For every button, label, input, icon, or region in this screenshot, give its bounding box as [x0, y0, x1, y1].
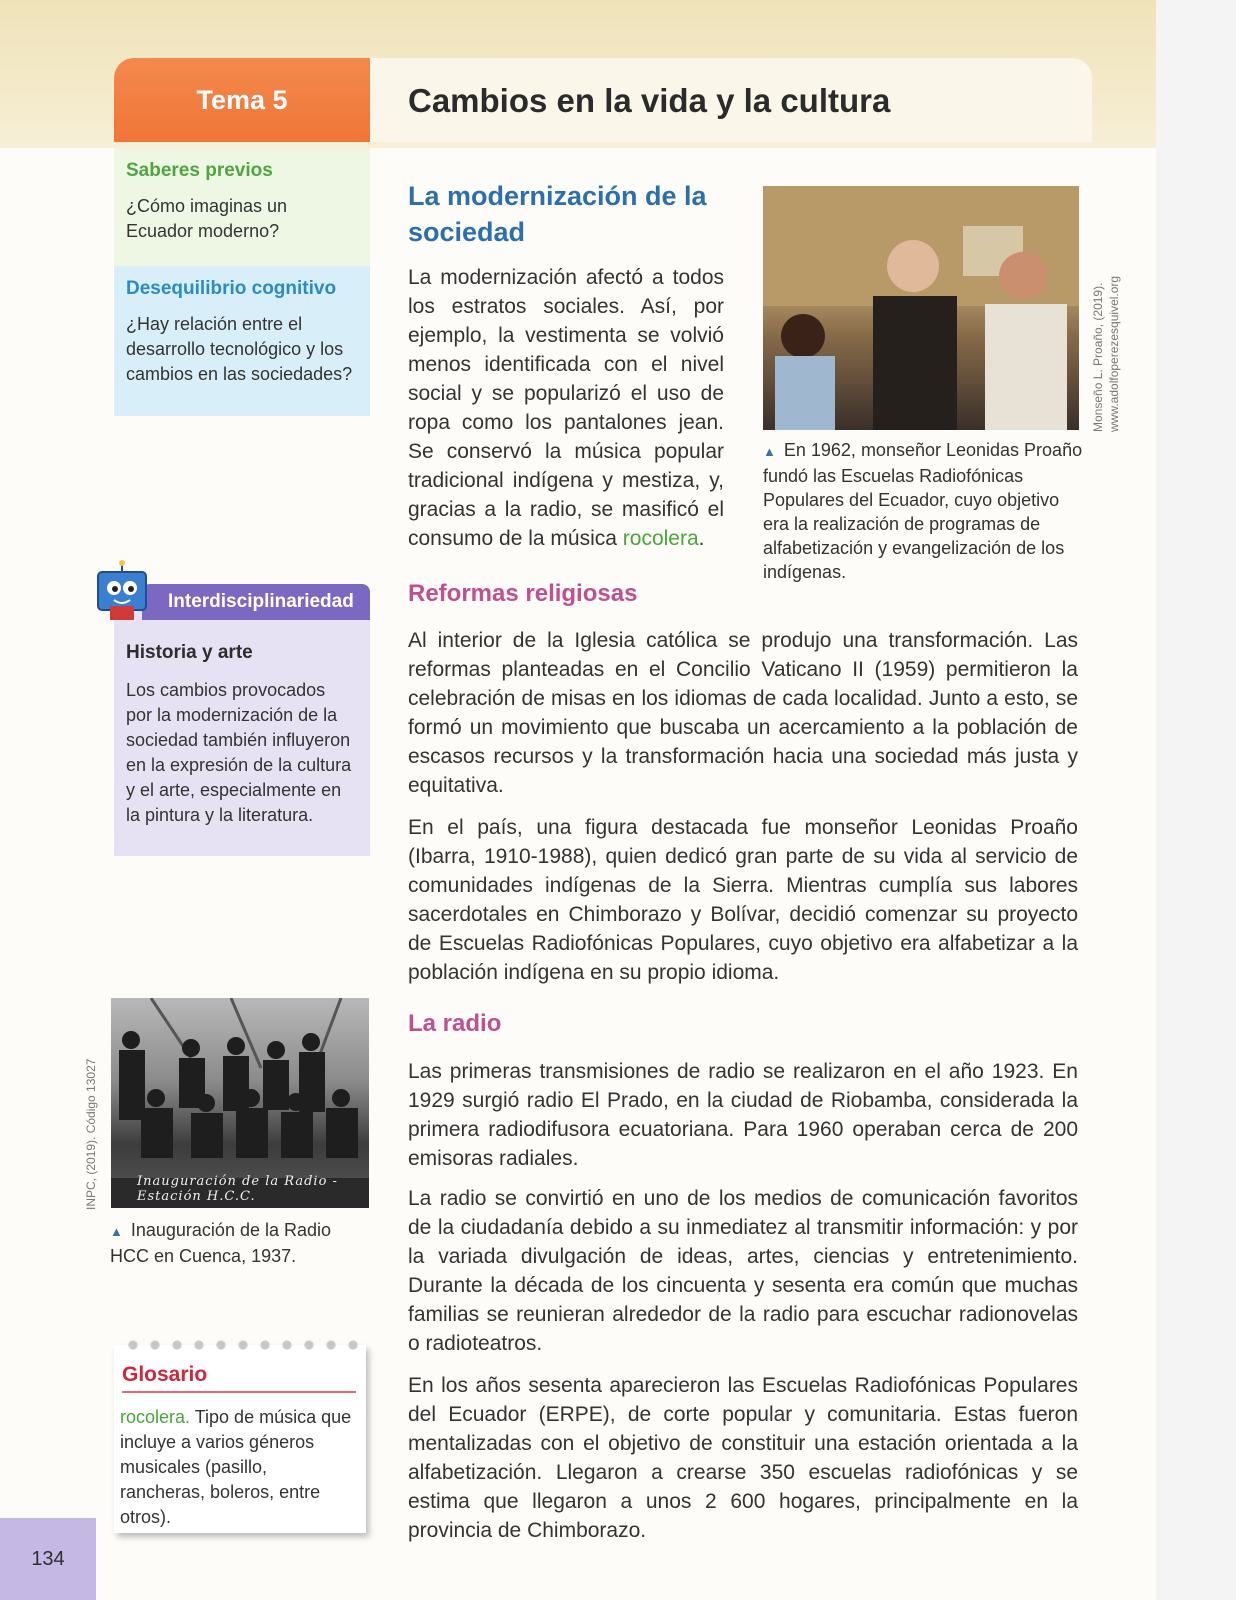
- desequilibrio-title: Desequilibrio cognitivo: [126, 278, 337, 299]
- interdisciplinariedad-tab: Interdisciplinariedad: [142, 584, 370, 620]
- glosario-entry: [120, 1405, 356, 1530]
- credit-line-1: Monseño L. Proaño, (2019).: [1091, 282, 1105, 432]
- proano-photo-caption: [763, 438, 1083, 584]
- proano-photo: [763, 186, 1079, 430]
- photo-inscription: Inauguración de la Radio - Estación H.C.C.: [137, 1174, 338, 1204]
- modernizacion-text-end: .: [698, 527, 705, 550]
- modernizacion-text: La modernización afectó a todos los estratos sociales. Así, por ejemplo, la vestimenta se volvió menos identificada con el nivel social y se popularizó el uso de ropa como los pantalones jean. Se conservó la música popular tradicional indígena y mestiza, y, gracias a la radio, se masificó el consumo de la música: [408, 266, 724, 550]
- desequilibrio-box: [114, 266, 370, 416]
- right-page-edge: [1156, 0, 1236, 1600]
- page-number: 134: [0, 1518, 96, 1600]
- reformas-paragraph-2: En el país, una figura destacada fue monseñor Leonidas Proaño (Ibarra, 1910-1988), quien dedicó gran parte de su vida al servicio de comunidades indígenas de la Sierra. Mientras cumplía sus labores sacerdotales en Chimborazo y Bolívar, decidió comenzar su proyecto de Escuelas Radiofónicas Populares, cuyo objetivo era alfabetizar a la población indígena en su propio idioma.: [408, 816, 1078, 984]
- interdisciplinariedad-subtitle: Historia y arte: [126, 642, 253, 663]
- proano-caption-text: En 1962, monseñor Leonidas Proaño fundó las Escuelas Radiofónicas Populares del Ecuador, cuyo objetivo era la realización de programas de alfabetización y evangelización de los indígenas.: [763, 440, 1083, 582]
- credit-line-2: www.adolfoperezesquivel.org: [1107, 275, 1121, 432]
- glosario-title: Glosario: [122, 1363, 356, 1393]
- triangle-icon: ▲: [763, 444, 776, 459]
- radio-inauguration-photo: [111, 998, 369, 1208]
- saberes-previos-title: Saberes previos: [126, 160, 273, 181]
- page-title: Cambios en la vida y la cultura: [408, 82, 891, 119]
- saberes-previos-text: ¿Cómo imaginas un Ecuador moderno?: [126, 196, 288, 241]
- proano-photo-illustration: [763, 186, 1079, 430]
- notebook-rings: [122, 1339, 362, 1351]
- reformas-paragraph-1: Al interior de la Iglesia católica se produjo una transformación. Las reformas planteadas en el Concilio Vaticano II (1959) permitieron la celebración de misas en los idiomas de cada localidad. Junto a esto, se formó un movimiento que buscaba un acercamiento a la población de escasos recursos y la transformación hacia una sociedad más justa y equitativa.: [408, 629, 1078, 797]
- desequilibrio-text: ¿Hay relación entre el desarrollo tecnológico y los cambios en las sociedades?: [126, 314, 353, 384]
- photo-credit-right: [1090, 276, 1122, 432]
- section-heading-radio: La radio: [408, 1010, 502, 1037]
- radio-paragraph-1: Las primeras transmisiones de radio se realizaron en el año 1923. En 1929 surgió radio El Prado, en la ciudad de Riobamba, considerada la primera radiodifusora ecuatoriana. Para 1960 operaban cerca de 200 emisoras radiales.: [408, 1060, 1078, 1170]
- section-heading-modernizacion: La modernización de la sociedad: [408, 181, 707, 247]
- glosario-card: [114, 1345, 366, 1533]
- section-heading-reformas: Reformas religiosas: [408, 580, 638, 607]
- interdisciplinariedad-box: [114, 600, 370, 856]
- glosario-term: rocolera.: [120, 1407, 191, 1427]
- radio-photo-caption: [110, 1218, 370, 1268]
- radio-paragraph-2: La radio se convirtió en uno de los medios de comunicación favoritos de la ciudadanía debido a su inmediatez al transmitir información: y por la variada divulgación de ideas, artes, ciencias y entretenimiento. Durante la década de los cincuenta y sesenta era común que muchas familias se reunieran alrededor de la radio para escuchar radionovelas o radioteatros.: [408, 1187, 1078, 1355]
- saberes-previos-box: [114, 148, 370, 266]
- radio-paragraph-3: En los años sesenta aparecieron las Escuelas Radiofónicas Populares del Ecuador (ERPE), de corte popular y comunitaria. Estas fueron mentalizadas con el objetivo de constituir una estación orientada a la alfabetización. Llegaron a crearse 350 escuelas radiofónicas y se estima que llegaron a unos 2 600 hogares, principalmente en la provincia de Chimborazo.: [408, 1374, 1078, 1542]
- radio-photo-caption-text: Inauguración de la Radio HCC en Cuenca, 1937.: [110, 1220, 332, 1266]
- triangle-icon: ▲: [110, 1224, 123, 1239]
- photo-credit-left: INPC, (2019). Código 13027: [84, 1058, 98, 1210]
- book-mascot-icon: [90, 560, 154, 626]
- tema-tab: Tema 5: [114, 58, 370, 142]
- interdisciplinariedad-text: Los cambios provocados por la modernización de la sociedad también influyeron en la expresión de la cultura y el arte, especialmente en la pintura y la literatura.: [126, 680, 352, 825]
- modernizacion-paragraph: [408, 263, 724, 553]
- glosario-definition: Tipo de música que incluye a varios géneros musicales (pasillo, rancheras, boleros, entre otros).: [120, 1407, 352, 1527]
- rocolera-term: rocolera: [622, 527, 699, 550]
